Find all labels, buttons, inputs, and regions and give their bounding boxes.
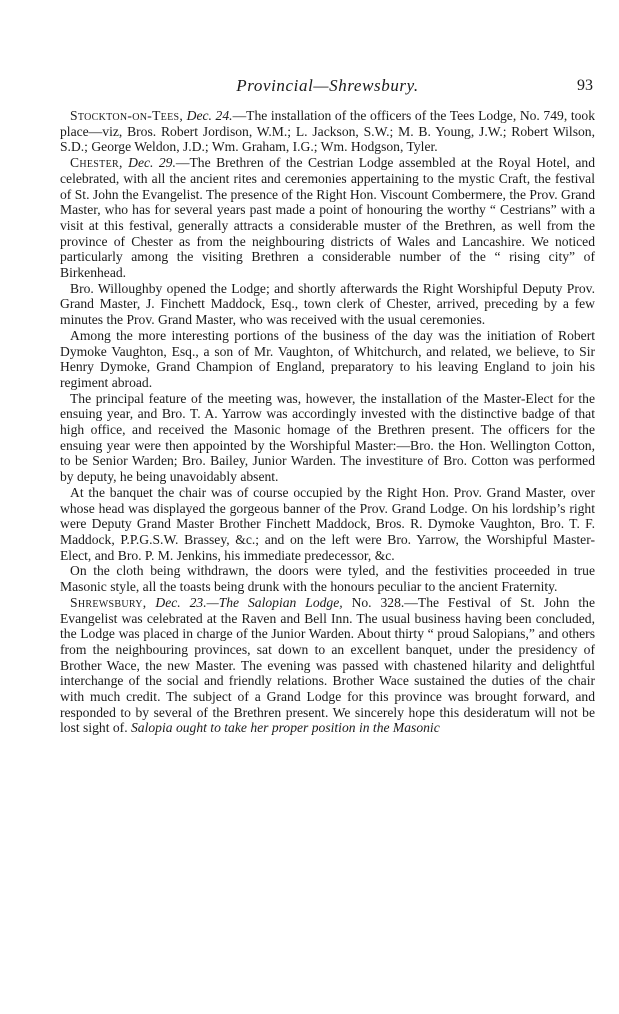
place-heading: Shrewsbury, [70,594,147,610]
running-title: Provincial—Shrewsbury. [236,76,419,95]
page-number: 93 [577,77,593,94]
paragraph-lodge-opened [60,281,595,328]
paragraph-text: —The installation of the officers of the Tees Lodge, No. 749, took place—viz, Bros. Robert Jordison, W.M.; L. Jackson, S.W.; M. B. Young, J.W.; Robert Wilson, S.D.; George Weldon, J.D.; Wm. Graham, I.G.; Wm. Hodgson, Tyler. [60,108,595,155]
paragraph-text: Bro. Willoughby opened the Lodge; and shortly afterwards the Right Worshipful Deputy Prov. Grand Master, J. Finchett Maddock, Esq., town clerk of Chester, arrived, preceding by a few minutes the Prov. Grand Master, who was received with the usual ceremonies. [60,280,595,328]
paragraph-banquet [60,485,595,564]
page [60,76,595,736]
paragraph-festivities [60,563,595,594]
paragraph-chester [60,155,595,281]
running-header [60,76,595,104]
paragraph-text: Among the more interesting portions of the business of the day was the initiation of Robert Dymoke Vaughton, Esq., a son of Mr. Vaughton, of Whitchurch, and related, we believe, to Sir Henry Dymoke, Grand Champion of England, preparatory to his leaving England to join his regiment abroad. [60,327,595,390]
place-heading: Stockton-on-Tees, [70,108,184,123]
date: Dec. 29. [128,155,176,171]
paragraph-text: At the banquet the chair was of course occupied by the Right Hon. Prov. Grand Master, over whose head was displayed the gorgeous banner of the Prov. Grand Lodge. On his lordship’s right were Deputy Grand Master Brother Finchett Maddock, Bros. R. Dymoke Vaughton, Bro. T. F. Maddock, P.P.G.S.W. Brassey, &c.; and on the left were Bro. Yarrow, the Worshipful Master-Elect, and Bro. P. M. Jenkins, his immediate predecessor, &c. [60,484,595,563]
place-heading: Chester, [70,155,123,171]
paragraph-text: On the cloth being withdrawn, the doors were tyled, and the festivities proceeded in true Masonic style, all the toasts being drunk with the honours peculiar to the ancient Fraternity. [60,563,595,595]
paragraph-tail: Salopia ought to take her proper position in the Masonic [127,720,440,736]
paragraph-text: No. 328.—The Festival of St. John the Evangelist was celebrated at the Raven and Bell Inn. The usual business having been concluded, the Lodge was placed in charge of the Junior Warden. About thirty “ proud Salopians,” and others from the neighbouring provinces, sat down to an excellent banquet, under the presidency of Brother Wace, the new Master. The evening was passed with chastened hilarity and delightful interchange of the social and friendly relations. Brother Wace sustained the duties of the chair with much credit. The subject of a Grand Lodge for this province was brought forward, and responded to by several of the Brethren present. We sincerely hope this desideratum will not be lost sight of. [60,594,595,736]
paragraph-text: —The Brethren of the Cestrian Lodge assembled at the Royal Hotel, and celebrated, with all the ancient rites and ceremonies appertaining to the mystic Craft, the festival of St. John the Evangelist. The presence of the Right Hon. Viscount Combermere, the Prov. Grand Master, who has for several years past made a point of honouring the worthy “ Cestrians” with a visit at this festival, generally attracts a considerable muster of the Brethren, as well from the province of Chester as from the neighbouring districts of Wales and Lancashire. We noticed particularly among the visiting Brethren a considerable number of the “ rising city” of Birkenhead. [60,155,595,281]
paragraph-shrewsbury [60,595,595,736]
paragraph-initiation [60,328,595,391]
paragraph-text: The principal feature of the meeting was, however, the installation of the Master-Elect for the ensuing year, and Bro. T. A. Yarrow was accordingly invested with the distinctive badge of that high office, and received the Masonic homage of the Brethren present. The officers for the ensuing year were then appointed by the Worshipful Master:—Bro. the Hon. Wellington Cotton, to be Senior Warden; Bro. Bailey, Junior Warden. The investiture of Bro. Cotton was performed by deputy, he being unavoidably absent. [60,390,595,485]
article-body [60,108,595,736]
date: Dec. 23.—The Salopian Lodge, [155,594,343,610]
date: Dec. 24. [186,108,233,123]
paragraph-stockton [60,108,595,155]
paragraph-installation [60,391,595,485]
